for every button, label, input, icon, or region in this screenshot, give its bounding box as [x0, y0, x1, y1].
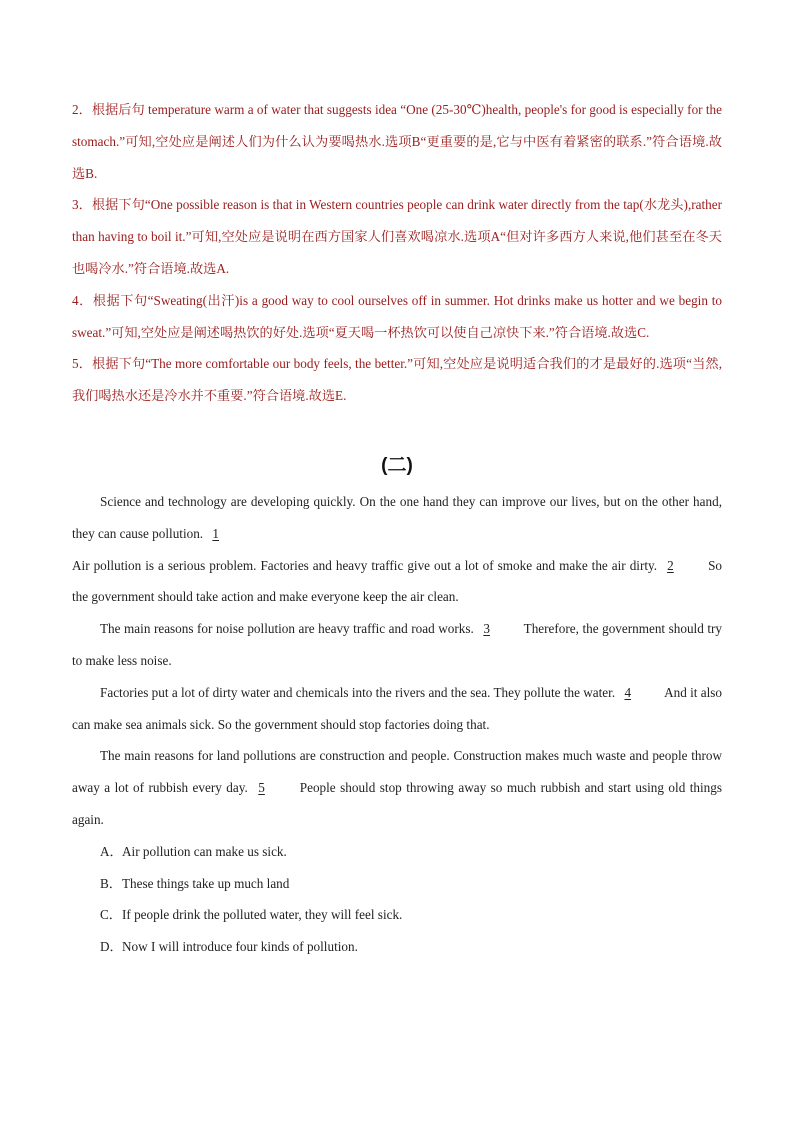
- option-b: [100, 868, 722, 900]
- option-d: [100, 931, 722, 963]
- answer-explanations: [72, 94, 722, 412]
- passage-paragraph-3: [72, 613, 722, 677]
- answer-explanation-2: 2．根据后句 temperature warm a of water that suggests idea “One (25-30℃)health, people's for good is especially for the stomach.”可知,空处应是阐述人们为什么认为要喝热水.选项B“更重要的是,它与中医有着紧密的联系.”符合语境.故选B.: [72, 102, 722, 181]
- blank-2: 2: [667, 557, 674, 573]
- paragraph-text: Therefore, the government should try to make less noise.: [72, 621, 722, 668]
- option-text: Now I will introduce four kinds of pollution.: [122, 939, 358, 955]
- passage-paragraph-4: [72, 677, 722, 741]
- option-c: [100, 899, 722, 931]
- paragraph-text: Factories put a lot of dirty water and chemicals into the rivers and the sea. They pollute the water.: [100, 684, 616, 700]
- paragraph-text: People should stop throwing away so much rubbish and start using old things again.: [72, 780, 723, 827]
- option-letter: A．: [100, 843, 123, 859]
- answer-options: [72, 836, 722, 963]
- option-text: These things take up much land: [122, 875, 290, 891]
- answer-explanation-3: 3．根据下句“One possible reason is that in Western countries people can drink water directly from the tap(水龙头),rather than having to boil it.”可知,空处应是说明在西方国家人们喜欢喝凉水.选项A“但对许多西方人来说,他们甚至在冬天也喝冷水.”符合语境.故选A.: [72, 197, 722, 276]
- option-letter: C．: [100, 907, 122, 923]
- option-text: If people drink the polluted water, they will feel sick.: [122, 907, 403, 923]
- paragraph-text: The main reasons for land pollutions are construction and people. Construction makes much waste and people throw away a lot of rubbish every day.: [72, 748, 722, 796]
- blank-5: 5: [258, 780, 265, 796]
- paragraph-text: Science and technology are developing quickly. On the one hand they can improve our lives, but on the other hand, they can cause pollution.: [72, 493, 722, 541]
- passage-paragraph-1: [72, 486, 722, 550]
- document-page: [72, 94, 722, 963]
- blank-3: 3: [483, 621, 490, 637]
- blank-4: 4: [624, 684, 632, 700]
- paragraph-text: And it also can make sea animals sick. So the government should stop factories doing that.: [72, 684, 723, 732]
- option-a: [100, 836, 722, 868]
- section-title: (二): [381, 454, 413, 476]
- option-text: Air pollution can make us sick.: [122, 843, 287, 859]
- passage-paragraph-2: [72, 550, 722, 614]
- paragraph-text: The main reasons for noise pollution are heavy traffic and road works.: [100, 621, 474, 637]
- option-letter: D．: [100, 939, 123, 955]
- passage-paragraph-5: [72, 740, 722, 835]
- paragraph-text: So the government should take action and make everyone keep the air clean.: [72, 557, 723, 605]
- answer-explanation-4: 4．根据下句“Sweating(出汗)is a good way to cool ourselves off in summer. Hot drinks make us hotter and we begin to sweat.”可知,空处应是阐述喝热饮的好处.选项“夏天喝一杯热饮可以使自己凉快下来.”符合语境.故选C.: [72, 292, 722, 340]
- paragraph-text: Air pollution is a serious problem. Factories and heavy traffic give out a lot of smoke and make the air dirty.: [72, 557, 658, 573]
- answer-explanation-5: 5．根据下句“The more comfortable our body feels, the better.”可知,空处应是说明适合我们的才是最好的.选项“当然,我们喝热水还是冷水并不重要.”符合语境.故选E.: [72, 356, 722, 404]
- reading-passage: [72, 486, 722, 836]
- option-letter: B．: [100, 875, 122, 891]
- blank-1: 1: [212, 525, 219, 541]
